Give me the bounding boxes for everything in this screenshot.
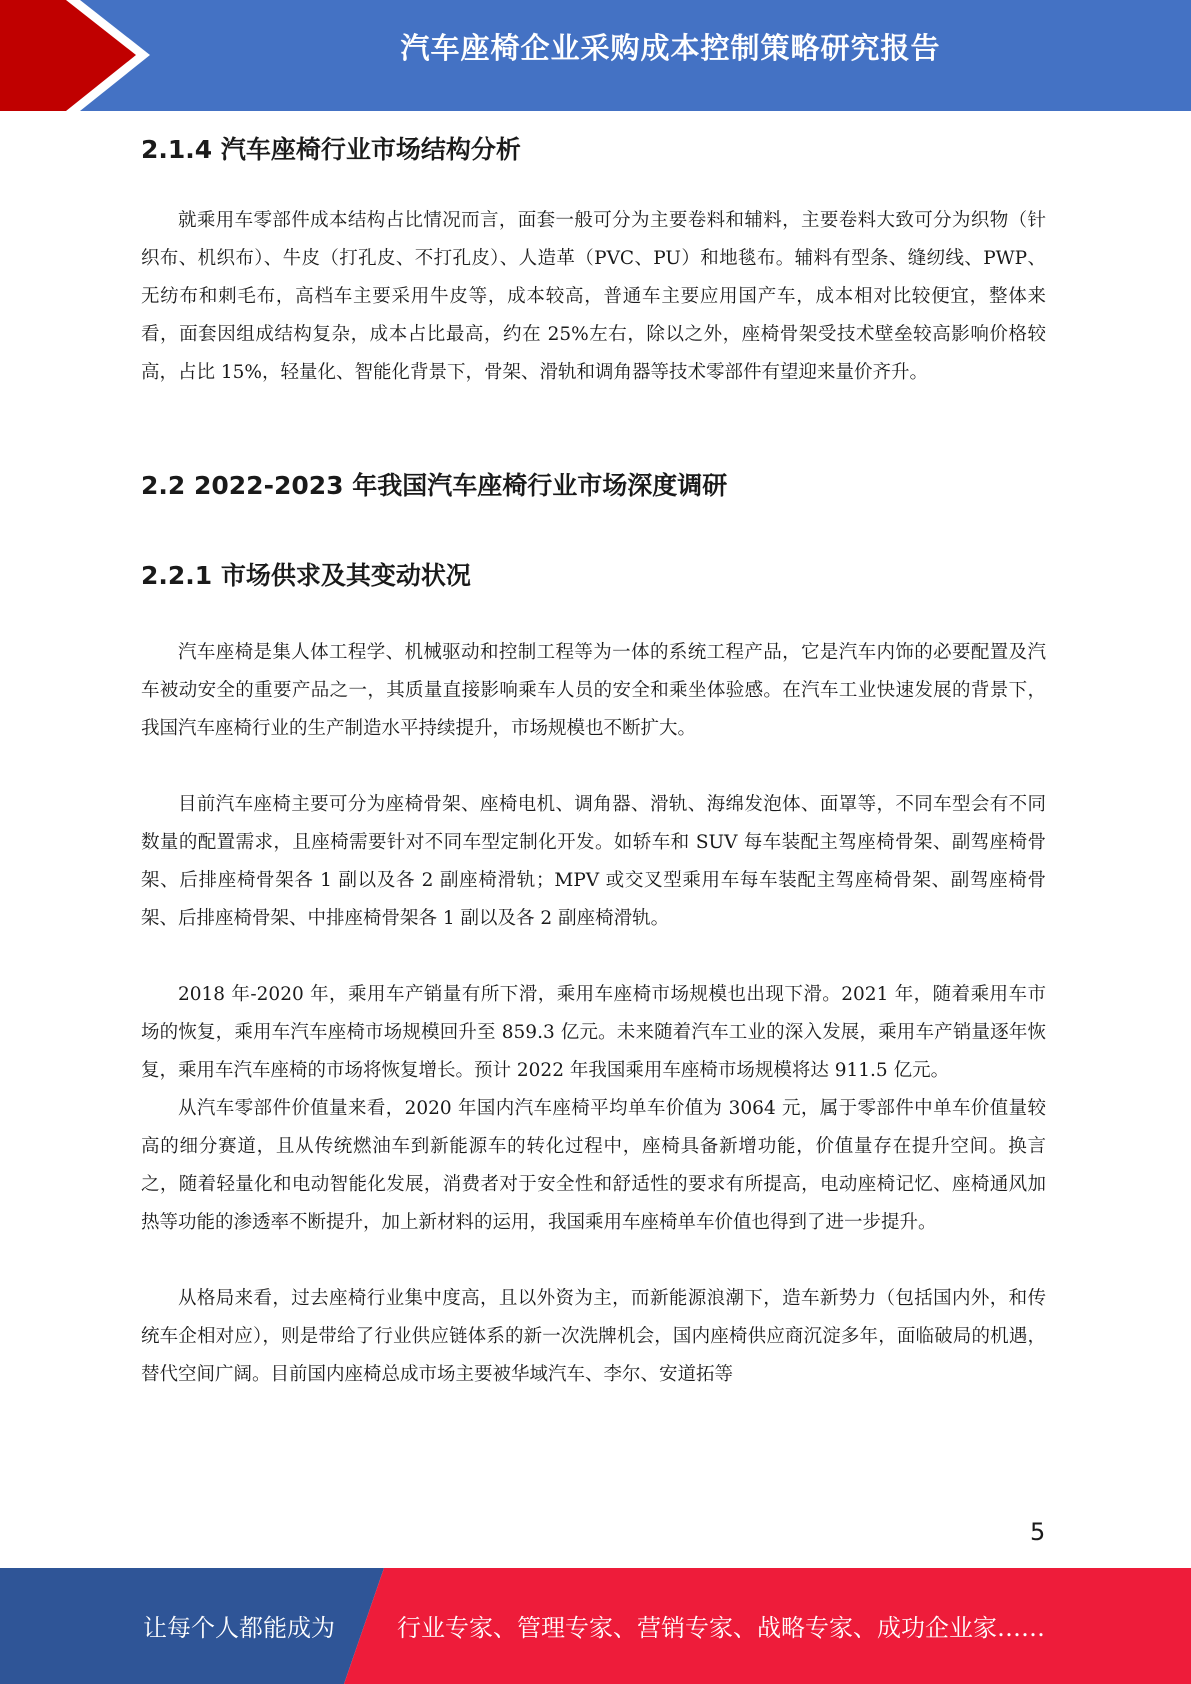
footer-slogan-right: 行业专家、管理专家、营销专家、战略专家、成功企业家…… — [397, 1614, 1045, 1642]
page-header — [0, 0, 1191, 111]
section-heading: 2.1.4 汽车座椅行业市场结构分析 — [141, 135, 521, 164]
paragraph: 就乘用车零部件成本结构占比情况而言，面套一般可分为主要卷料和辅料，主要卷料大致可分为织物（针织布、机织布）、牛皮（打孔皮、不打孔皮）、人造革（PVC、PU）和地毯布。辅料有型条、缝纫线、PWP、无纺布和刺毛布，高档车主要采用牛皮等，成本较高，普通车主要应用国产车，成本相对比较便宜，整体来看，面套因组成结构复杂，成本占比最高，约在 25%左右，除以之外，座椅骨架受技术壁垒较高影响价格较高，占比 15%，轻量化、智能化背景下，骨架、滑轨和调角器等技术零部件有望迎来量价齐升。 — [141, 210, 1046, 383]
page-number: 5 — [1030, 1518, 1046, 1546]
paragraph: 从格局来看，过去座椅行业集中度高，且以外资为主，而新能源浪潮下，造车新势力（包括国内外，和传统车企相对应），则是带给了行业供应链体系的新一次洗牌机会，国内座椅供应商沉淀多年，面临破局的机遇，替代空间广阔。目前国内座椅总成市场主要被华域汽车、李尔、安道拓等 — [141, 1288, 1046, 1385]
paragraph: 从汽车零部件价值量来看，2020 年国内汽车座椅平均单车价值为 3064 元，属于零部件中单车价值量较高的细分赛道，且从传统燃油车到新能源车的转化过程中，座椅具备新增功能，价值量存在提升空间。换言之，随着轻量化和电动智能化发展，消费者对于安全性和舒适性的要求有所提高，电动座椅记忆、座椅通风加热等功能的渗透率不断提升，加上新材料的运用，我国乘用车座椅单车价值也得到了进一步提升。 — [141, 1098, 1046, 1233]
section-heading: 2.2.1 市场供求及其变动状况 — [141, 561, 471, 590]
footer-slogan-left: 让每个人都能成为 — [143, 1614, 335, 1642]
page-content — [141, 130, 1046, 1394]
paragraph: 目前汽车座椅主要可分为座椅骨架、座椅电机、调角器、滑轨、海绵发泡体、面罩等，不同车型会有不同数量的配置需求，且座椅需要针对不同车型定制化开发。如轿车和 SUV 每车装配主驾座椅骨架、副驾座椅骨架、后排座椅骨架各 1 副以及各 2 副座椅滑轨；MPV 或交叉型乘用车每车装配主驾座椅骨架、副驾座椅骨架、后排座椅骨架、中排座椅骨架各 1 副以及各 2 副座椅滑轨。 — [141, 794, 1046, 929]
section-heading: 2.2 2022-2023 年我国汽车座椅行业市场深度调研 — [141, 471, 728, 500]
paragraph: 汽车座椅是集人体工程学、机械驱动和控制工程等为一体的系统工程产品，它是汽车内饰的必要配置及汽车被动安全的重要产品之一，其质量直接影响乘车人员的安全和乘坐体验感。在汽车工业快速发展的背景下，我国汽车座椅行业的生产制造水平持续提升，市场规模也不断扩大。 — [141, 642, 1046, 739]
paragraph: 2018 年-2020 年，乘用车产销量有所下滑，乘用车座椅市场规模也出现下滑。2021 年，随着乘用车市场的恢复，乘用车汽车座椅市场规模回升至 859.3 亿元。未来随着汽车工业的深入发展，乘用车产销量逐年恢复，乘用车汽车座椅的市场将恢复增长。预计 2022 年我国乘用车座椅市场规模将达 911.5 亿元。 — [141, 984, 1046, 1081]
report-title: 汽车座椅企业采购成本控制策略研究报告 — [400, 31, 941, 65]
page-footer — [0, 1568, 1191, 1684]
